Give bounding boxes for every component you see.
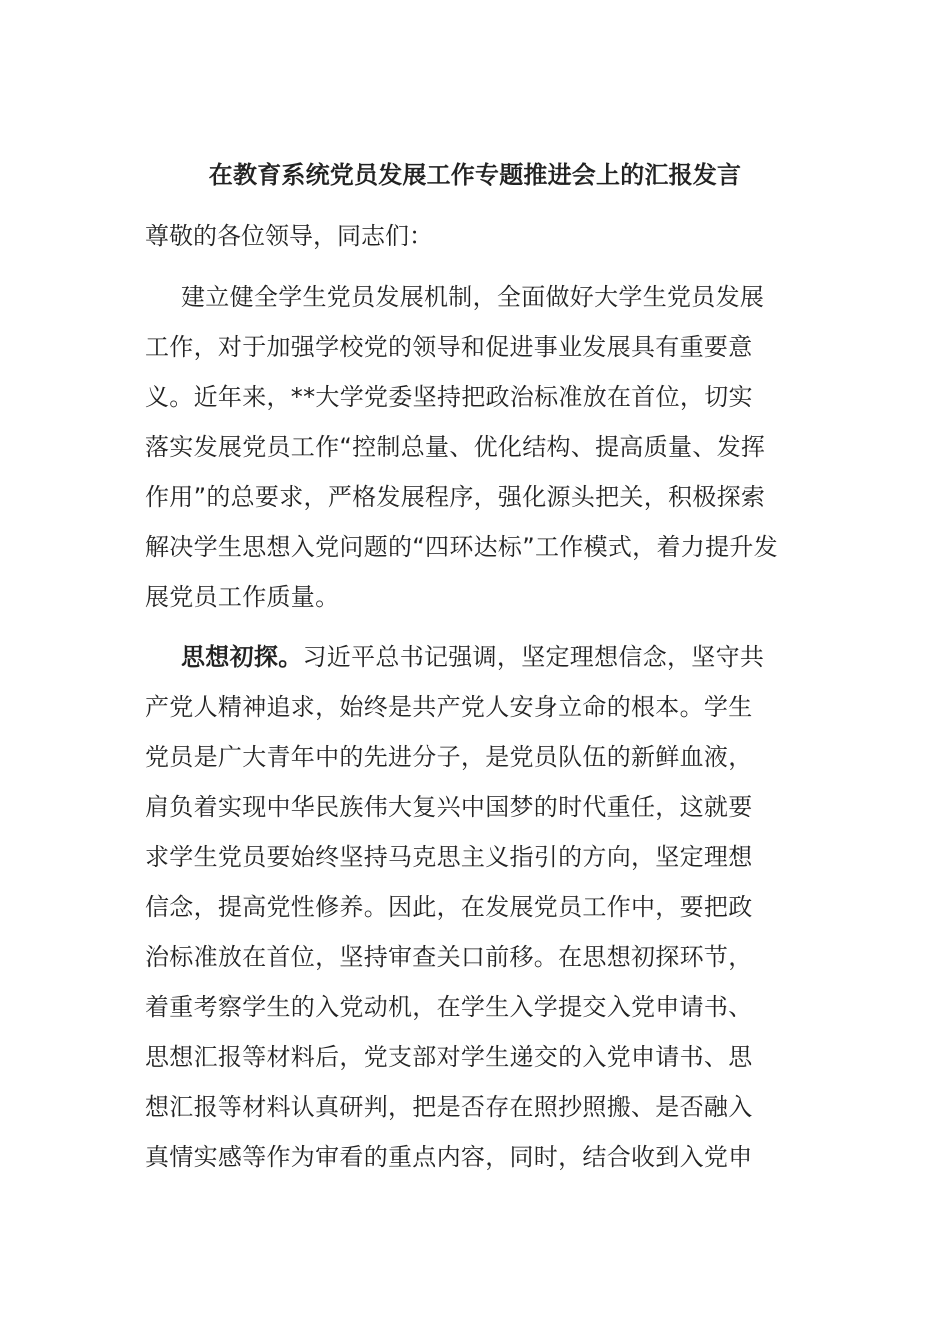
paragraph-line-text: 习近平总书记强调，坚定理想信念，坚守共 xyxy=(302,643,765,671)
paragraph-line: 党员是广大青年中的先进分子，是党员队伍的新鲜血液， xyxy=(145,743,753,771)
paragraph-line: 思想汇报等材料后，党支部对学生递交的入党申请书、思 xyxy=(145,1043,753,1071)
paragraph-thought-exploration xyxy=(145,632,805,1182)
paragraph-line: 工作，对于加强学校党的领导和促进事业发展具有重要意 xyxy=(145,333,753,361)
paragraph-line: 展党员工作质量。 xyxy=(145,583,340,611)
document-title: 在教育系统党员发展工作专题推进会上的汇报发言 xyxy=(208,161,742,189)
salutation: 尊敬的各位领导，同志们： xyxy=(145,222,433,250)
paragraph-line: 信念，提高党性修养。因此，在发展党员工作中，要把政 xyxy=(145,893,753,921)
paragraph-line: 肩负着实现中华民族伟大复兴中国梦的时代重任，这就要 xyxy=(145,793,753,821)
paragraph-line: 产党人精神追求，始终是共产党人安身立命的根本。学生 xyxy=(145,693,753,721)
paragraph-line: 落实发展党员工作“控制总量、优化结构、提高质量、发挥 xyxy=(145,433,766,461)
paragraph-intro xyxy=(145,272,805,622)
paragraph-line xyxy=(145,632,805,682)
paragraph-line: 建立健全学生党员发展机制，全面做好大学生党员发展 xyxy=(181,283,765,311)
paragraph-line: 义。近年来，**大学党委坚持把政治标准放在首位，切实 xyxy=(145,383,753,411)
paragraph-line: 解决学生思想入党问题的“四环达标”工作模式，着力提升发 xyxy=(145,533,778,561)
section-lead-heading: 思想初探。 xyxy=(181,643,303,671)
paragraph-line: 求学生党员要始终坚持马克思主义指引的方向，坚定理想 xyxy=(145,843,753,871)
paragraph-line: 真情实感等作为审看的重点内容，同时，结合收到入党申 xyxy=(145,1143,753,1171)
paragraph-line: 着重考察学生的入党动机，在学生入学提交入党申请书、 xyxy=(145,993,753,1021)
paragraph-line: 作用”的总要求，严格发展程序，强化源头把关，积极探索 xyxy=(145,483,766,511)
paragraph-line: 治标准放在首位，坚持审查关口前移。在思想初探环节， xyxy=(145,943,753,971)
paragraph-line: 想汇报等材料认真研判，把是否存在照抄照搬、是否融入 xyxy=(145,1093,753,1121)
